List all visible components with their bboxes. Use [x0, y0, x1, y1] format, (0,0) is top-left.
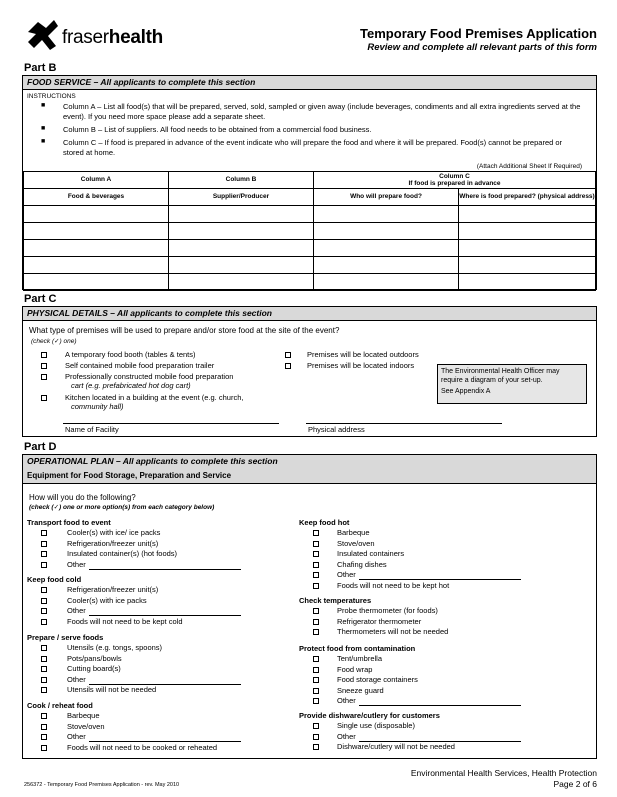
- checkbox-transport-0[interactable]: [41, 530, 47, 536]
- instruction-a: Column A – List all food(s) that will be prepared, served, sold, sampled or given away (include beverages, condiments and all extra ingredients served at the event). If you need more space please add a separate sheet.: [63, 102, 581, 121]
- other-line-transport[interactable]: [89, 569, 241, 570]
- label-mobile-cart: Professionally constructed mobile food preparation: [65, 372, 234, 381]
- instructions-heading: INSTRUCTIONS: [27, 93, 76, 100]
- checkbox-protect-4[interactable]: [313, 698, 319, 704]
- instruction-c: Column C – If food is prepared in advance of the event indicate who will prepare the food and where it will be prepared. Food(s) cannot be prepared or stored at home.: [63, 138, 563, 157]
- heading-protect: Protect food from contamination: [299, 644, 416, 653]
- logo-text: fraserhealth: [62, 27, 163, 48]
- part-b-label: Part B: [24, 62, 57, 74]
- label-cook-1: Stove/oven: [67, 721, 105, 731]
- checkbox-hot-0[interactable]: [313, 530, 319, 536]
- table-row: [24, 223, 596, 240]
- physical-address-label: Physical address: [308, 425, 365, 434]
- part-d-box: [22, 454, 597, 759]
- label-hot-1: Stove/oven: [337, 538, 375, 548]
- label-cold-0: Refrigeration/freezer unit(s): [67, 585, 159, 594]
- col-c-header: Column C If food is prepared in advance: [314, 172, 596, 189]
- form-title: Temporary Food Premises Application: [360, 26, 597, 41]
- part-c-label: Part C: [24, 293, 57, 305]
- part-d-bar: OPERATIONAL PLAN – All applicants to complete this section: [23, 455, 596, 469]
- checkbox-hot-3[interactable]: [313, 562, 319, 568]
- label-temp-2: Thermometers will not be needed: [337, 627, 449, 637]
- heading-prep: Prepare / serve foods: [27, 633, 104, 642]
- checkbox-cook-1[interactable]: [41, 724, 47, 730]
- label-dish-2: Dishware/cutlery will not be needed: [337, 742, 455, 752]
- label-transport-1: Refrigeration/freezer unit(s): [67, 538, 159, 548]
- checkbox-dish-1[interactable]: [313, 734, 319, 740]
- part-c-bar: PHYSICAL DETAILS – All applicants to complete this section: [23, 307, 596, 321]
- checkbox-prep-0[interactable]: [41, 645, 47, 651]
- label-prep-0: Utensils (e.g. tongs, spoons): [67, 643, 163, 652]
- checkbox-hot-4[interactable]: [313, 572, 319, 578]
- attach-note: (Attach Additional Sheet If Required): [476, 163, 582, 170]
- checkbox-indoors[interactable]: [285, 363, 291, 369]
- checkbox-protect-2[interactable]: [313, 677, 319, 683]
- label-kitchen: Kitchen located in a building at the event (e.g. church,: [65, 393, 244, 402]
- label-prep-4: Utensils will not be needed: [67, 685, 157, 695]
- label-kitchen-2: community hall): [71, 402, 124, 411]
- physical-address-line[interactable]: [306, 423, 502, 424]
- label-transport-0: Cooler(s) with ice/ ice packs: [67, 528, 161, 537]
- fraserhealth-logo-icon: [24, 18, 60, 52]
- heading-cook: Cook / reheat food: [27, 701, 93, 710]
- checkbox-cook-0[interactable]: [41, 713, 47, 719]
- checkbox-protect-0[interactable]: [313, 656, 319, 662]
- label-hot-2: Insulated containers: [337, 549, 405, 559]
- label-prep-2: Cutting board(s): [67, 664, 121, 674]
- facility-name-line[interactable]: [63, 423, 279, 424]
- table-row: [24, 240, 596, 257]
- check-multiple: (check (✓) one or more option(s) from each category below): [29, 504, 215, 511]
- checkbox-mobile-trailer[interactable]: [41, 363, 47, 369]
- label-temp-booth: A temporary food booth (tables & tents): [65, 350, 196, 359]
- label-mobile-trailer: Self contained mobile food preparation trailer: [65, 361, 215, 370]
- checkbox-outdoors[interactable]: [285, 352, 291, 358]
- part-b-bar: FOOD SERVICE – All applicants to complete this section: [23, 76, 596, 90]
- footer-form-id: 256372 - Temporary Food Premises Application - rev. May 2010: [24, 782, 180, 788]
- checkbox-cook-2[interactable]: [41, 734, 47, 740]
- checkbox-cook-3[interactable]: [41, 745, 47, 751]
- col-a-header: Column A: [24, 172, 169, 189]
- facility-name-label: Name of Facility: [65, 425, 119, 434]
- checkbox-cold-3[interactable]: [41, 619, 47, 625]
- table-row: [24, 257, 596, 274]
- table-row: [24, 206, 596, 223]
- checkbox-prep-4[interactable]: [41, 687, 47, 693]
- label-hot-4: Other: [337, 570, 356, 580]
- label-cold-2: Other: [67, 606, 86, 616]
- check-one: (check (✓) one): [31, 338, 77, 345]
- checkbox-protect-1[interactable]: [313, 667, 319, 673]
- label-mobile-cart-2: cart (e.g. prefabricated hot dog cart): [71, 381, 191, 390]
- instruction-b: Column B – List of suppliers. All food needs to be obtained from a commercial food business.: [63, 125, 372, 134]
- equipment-subbar: Equipment for Food Storage, Preparation and Service: [23, 468, 596, 484]
- label-cold-1: Cooler(s) with ice packs: [67, 595, 147, 605]
- checkbox-cold-2[interactable]: [41, 608, 47, 614]
- bullet-icon: ■: [41, 102, 46, 109]
- checkbox-protect-3[interactable]: [313, 688, 319, 694]
- label-prep-3: Other: [67, 674, 86, 684]
- table-row: [24, 274, 596, 291]
- label-hot-5: Foods will not need to be kept hot: [337, 581, 450, 590]
- label-transport-3: Other: [67, 559, 86, 569]
- label-temp-0: Probe thermometer (for foods): [337, 606, 438, 615]
- heading-transport: Transport food to event: [27, 518, 111, 527]
- part-d-label: Part D: [24, 441, 57, 453]
- label-cook-2: Other: [67, 732, 86, 742]
- checkbox-hot-1[interactable]: [313, 541, 319, 547]
- bullet-icon: ■: [41, 125, 46, 132]
- label-transport-2: Insulated container(s) (hot foods): [67, 549, 178, 559]
- checkbox-prep-3[interactable]: [41, 677, 47, 683]
- where-prepared-header: Where is food prepared? (physical address): [459, 189, 596, 206]
- checkbox-prep-1[interactable]: [41, 656, 47, 662]
- label-indoors: Premises will be located indoors: [307, 361, 415, 370]
- checkbox-prep-2[interactable]: [41, 666, 47, 672]
- checkbox-transport-2[interactable]: [41, 551, 47, 557]
- footer-page: Page 2 of 6: [553, 779, 597, 789]
- checkbox-transport-1[interactable]: [41, 541, 47, 547]
- checkbox-dish-0[interactable]: [313, 723, 319, 729]
- heading-dish: Provide dishware/cutlery for customers: [299, 711, 440, 720]
- part-c-box: [22, 306, 597, 437]
- label-protect-3: Sneeze guard: [337, 685, 384, 695]
- other-line-protect[interactable]: [359, 705, 521, 706]
- col-b-header: Column B: [169, 172, 314, 189]
- checkbox-dish-2[interactable]: [313, 744, 319, 750]
- checkbox-kitchen[interactable]: [41, 395, 47, 401]
- checkbox-cold-1[interactable]: [41, 598, 47, 604]
- ehs-note-box: The Environmental Health Officer may require a diagram of your set-up. See Appendix A: [437, 364, 587, 404]
- label-dish-1: Other: [337, 731, 356, 741]
- label-hot-0: Barbeque: [337, 528, 370, 537]
- how-question: How will you do the following?: [29, 493, 136, 502]
- checkbox-temp-booth[interactable]: [41, 352, 47, 358]
- label-protect-4: Other: [337, 696, 356, 706]
- food-table: [23, 171, 596, 291]
- label-outdoors: Premises will be located outdoors: [307, 350, 419, 359]
- heading-hot: Keep food hot: [299, 518, 350, 527]
- label-protect-0: Tent/umbrella: [337, 654, 383, 663]
- footer-dept: Environmental Health Services, Health Protection: [410, 768, 597, 778]
- bullet-icon: ■: [41, 138, 46, 145]
- label-protect-1: Food wrap: [337, 664, 373, 674]
- heading-cold: Keep food cold: [27, 575, 82, 584]
- checkbox-cold-0[interactable]: [41, 587, 47, 593]
- heading-temp: Check temperatures: [299, 596, 372, 605]
- checkbox-hot-5[interactable]: [313, 583, 319, 589]
- label-cook-0: Barbeque: [67, 711, 100, 720]
- who-prepare-header: Who will prepare food?: [314, 189, 459, 206]
- checkbox-temp-2[interactable]: [313, 629, 319, 635]
- checkbox-temp-1[interactable]: [313, 619, 319, 625]
- label-dish-0: Single use (disposable): [337, 721, 415, 730]
- label-temp-1: Refrigerator thermometer: [337, 616, 422, 626]
- checkbox-mobile-cart[interactable]: [41, 374, 47, 380]
- label-cold-3: Foods will not need to be kept cold: [67, 616, 183, 626]
- premises-question: What type of premises will be used to prepare and/or store food at the site of the event?: [29, 326, 340, 335]
- label-hot-3: Chafing dishes: [337, 559, 387, 569]
- form-subtitle: Review and complete all relevant parts of this form: [367, 42, 597, 53]
- supplier-header: Supplier/Producer: [169, 189, 314, 206]
- checkbox-transport-3[interactable]: [41, 562, 47, 568]
- logo: [24, 18, 174, 58]
- checkbox-temp-0[interactable]: [313, 608, 319, 614]
- label-prep-1: Pots/pans/bowls: [67, 653, 122, 663]
- food-beverages-header: Food & beverages: [24, 189, 169, 206]
- checkbox-hot-2[interactable]: [313, 551, 319, 557]
- label-cook-3: Foods will not need to be cooked or reheated: [67, 742, 218, 752]
- label-protect-2: Food storage containers: [337, 675, 418, 685]
- part-b-box: [22, 75, 597, 290]
